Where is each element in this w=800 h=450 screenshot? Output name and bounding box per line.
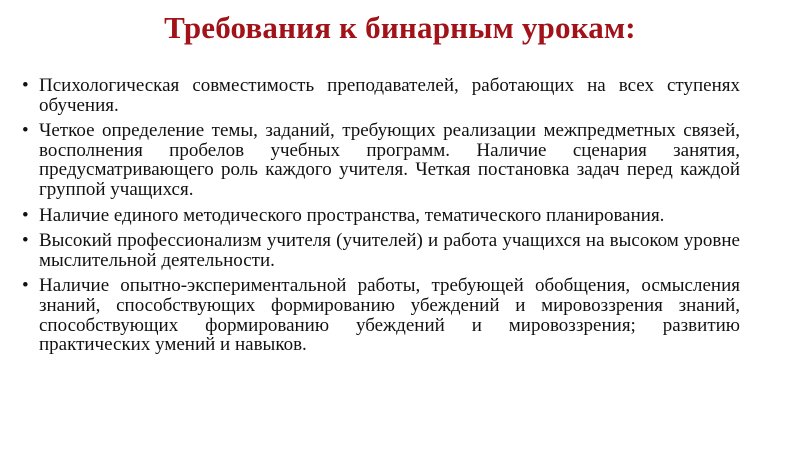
bullet-text: Психологическая совместимость преподавателей, работающих на всех ступенях обучения. bbox=[39, 75, 740, 116]
bullet-item bbox=[16, 76, 740, 115]
bullet-text: Высокий профессионализм учителя (учителей) и работа учащихся на высоком уровне мыслительной деятельности. bbox=[39, 230, 740, 271]
bullet-item bbox=[16, 231, 740, 270]
bullet-item bbox=[16, 206, 740, 226]
bullet-dot-icon: • bbox=[22, 120, 29, 142]
bullet-dot-icon: • bbox=[22, 275, 29, 297]
bullet-dot-icon: • bbox=[22, 75, 29, 96]
bullet-text: Наличие единого методического пространства, тематического планирования. bbox=[39, 204, 665, 226]
bullet-item bbox=[16, 121, 740, 199]
bullet-text: Четкое определение темы, заданий, требующих реализации межпредметных связей, восполнения пробелов учебных программ. Наличие сценария занятия, предусматривающего роль каждого учителя. Четкая постановка задач перед каждой группой учащихся. bbox=[39, 120, 740, 200]
bullet-dot-icon: • bbox=[22, 230, 29, 252]
bullet-text: Наличие опытно-экспериментальной работы, требующей обобщения, осмысления знаний, способствующих формированию убеждений и мировоззрения знаний, способствующих формированию убеждений и мировоззрения; развитию практических умений и навыков. bbox=[39, 275, 740, 356]
bullet-list bbox=[16, 76, 740, 361]
bullet-dot-icon: • bbox=[22, 204, 29, 226]
bullet-item bbox=[16, 276, 740, 354]
slide-title: Требования к бинарным урокам: bbox=[164, 10, 636, 45]
